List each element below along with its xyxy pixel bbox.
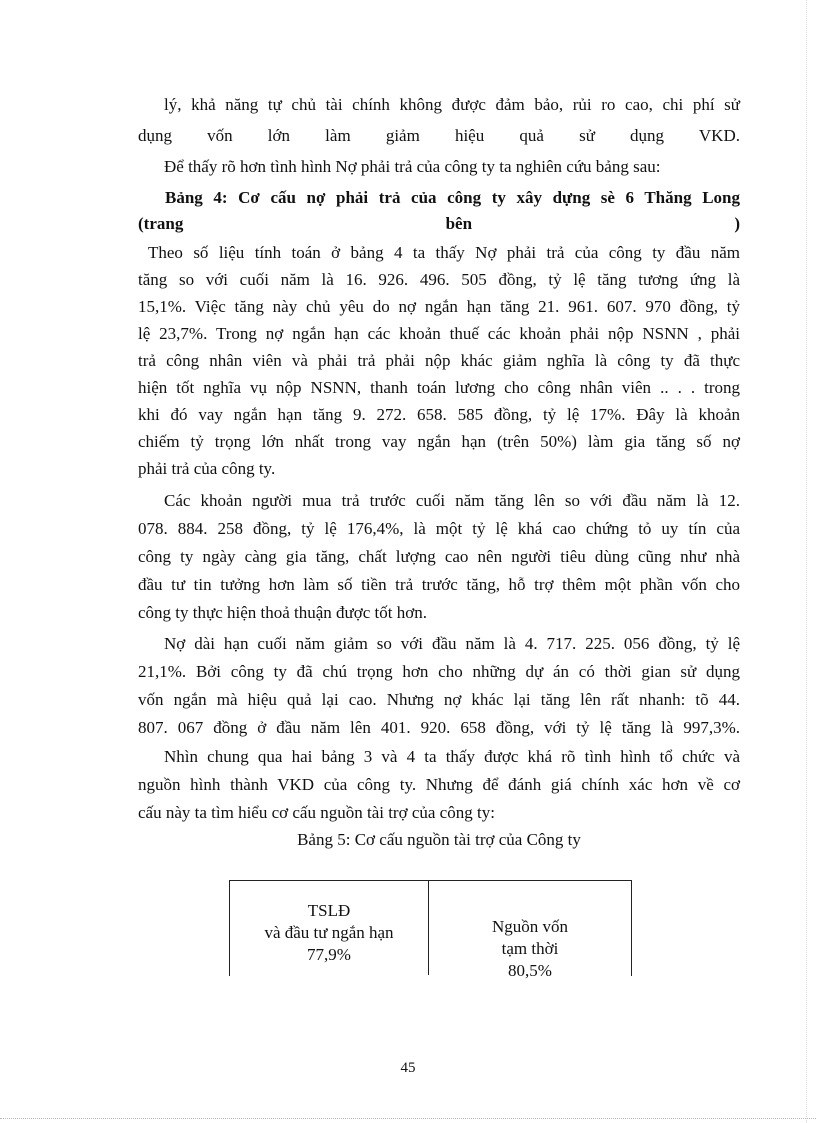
paragraph-line: Để thấy rõ hơn tình hình Nợ phải trả của công ty ta nghiên cứu bảng sau: <box>164 157 661 176</box>
paragraph-line: vốn ngắn mà hiệu quả lại cao. Nhưng nợ khác lại tăng lên rất nhanh: tõ 44. <box>138 690 740 709</box>
paragraph-line: Nợ dài hạn cuối năm giảm so với đầu năm là 4. 717. 225. 056 đồng, tỷ lệ <box>164 634 740 653</box>
left-cell-subtitle: và đầu tư ngắn hạn <box>264 923 394 942</box>
paragraph-line: khi đó vay ngắn hạn tăng 9. 272. 658. 585 đồng, tỷ lệ 17%. Đây là khoản <box>138 405 740 424</box>
left-cell-percent: 77,9% <box>307 945 351 964</box>
paragraph-line: Nhìn chung qua hai bảng 3 và 4 ta thấy được khá rõ tình hình tổ chức và <box>164 747 740 766</box>
paragraph-line: 078. 884. 258 đồng, tỷ lệ 176,4%, là một tỷ lệ khá cao chứng tỏ uy tín của <box>138 519 740 538</box>
paragraph-line: lệ 23,7%. Trong nợ ngắn hạn các khoản thuế các khoản phải nộp NSNN , phải <box>138 324 740 343</box>
page-bottom-border <box>0 1118 816 1119</box>
paragraph-line: tăng so với cuối năm là 16. 926. 496. 505 đồng, tỷ lệ tăng tương ứng là <box>138 270 740 289</box>
paragraph-line: hiện tốt nghĩa vụ nộp NSNN, thanh toán lương cho công nhân viên .. . . trong <box>138 378 740 397</box>
paragraph-line: dụng vốn lớn làm giảm hiệu quả sử dụng VKD. <box>138 126 740 145</box>
paragraph-line: công ty thực hiện thoả thuận được tốt hơn. <box>138 603 427 622</box>
page-right-border <box>806 0 807 1123</box>
right-cell-subtitle: tạm thời <box>501 939 559 958</box>
diagram-right-cell <box>432 916 628 982</box>
paragraph-line: chiếm tỷ trọng lớn nhất trong vay ngắn hạn (trên 50%) làm gia tăng số nợ <box>138 432 740 451</box>
left-cell-title: TSLĐ <box>307 901 351 920</box>
paragraph-line: 807. 067 đồng ở đầu năm lên 401. 920. 658 đồng, với tỷ lệ tăng là 997,3%. <box>138 718 740 737</box>
paragraph-line: Các khoản người mua trả trước cuối năm tăng lên so với đầu năm là 12. <box>164 491 740 510</box>
paragraph-line: nguồn hình thành VKD của công ty. Nhưng để đánh giá chính xác hơn về cơ <box>138 775 740 794</box>
paragraph-line: 21,1%. Bởi công ty đã chú trọng hơn cho những dự án có thời gian sử dụng <box>138 662 740 681</box>
paragraph-line: trả công nhân viên và phải trả phải nộp khác giảm nghĩa là công ty đã thực <box>138 351 740 370</box>
paragraph-line: cấu này ta tìm hiểu cơ cấu nguồn tài trợ của công ty: <box>138 803 495 822</box>
paragraph-line: Theo số liệu tính toán ở bảng 4 ta thấy Nợ phải trả của công ty đầu năm <box>148 243 740 262</box>
paragraph-line: phải trả của công ty. <box>138 459 276 478</box>
diagram-left-cell <box>232 900 426 966</box>
table-title: Bảng 4: Cơ cấu nợ phải trả của công ty xây dựng sè 6 Thăng Long <box>165 188 740 207</box>
page-number: 45 <box>400 1060 416 1076</box>
table-caption: Bảng 5: Cơ cấu nguồn tài trợ của Công ty <box>297 830 581 849</box>
paragraph-line: công ty ngày càng gia tăng, chất lượng cao nên người tiêu dùng cũng như nhà <box>138 547 740 566</box>
paragraph-line: 15,1%. Việc tăng này chủ yêu do nợ ngắn hạn tăng 21. 961. 607. 970 đồng, tỷ <box>138 297 740 316</box>
diagram-divider <box>428 880 429 975</box>
right-cell-percent: 80,5% <box>508 961 552 980</box>
right-cell-title: Nguồn vốn <box>491 917 569 936</box>
paragraph-line: lý, khả năng tự chủ tài chính không được đảm bảo, rủi ro cao, chi phí sử <box>164 95 740 114</box>
table-title-continuation: (trang bên ) <box>138 214 740 233</box>
paragraph-line: đầu tư tin tưởng hơn làm số tiền trả trước tăng, hỗ trợ thêm một phần vốn cho <box>138 575 740 594</box>
